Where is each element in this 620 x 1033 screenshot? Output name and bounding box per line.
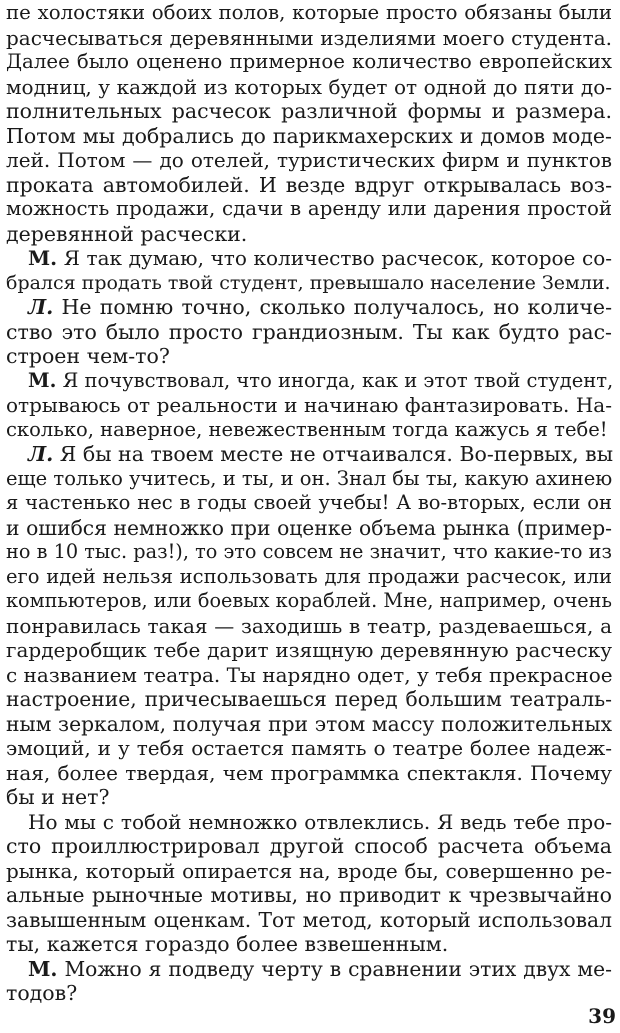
speaker-label: Л.	[28, 295, 54, 319]
dialogue-line	[28, 294, 612, 320]
dialogue-line	[28, 245, 612, 271]
text-line: модниц, у каждой из которых будет от одной до пяти до-	[6, 74, 612, 99]
text-line: альные рыночные мотивы, но приводит к чрезвычайно	[6, 883, 612, 907]
book-page	[6, 0, 612, 1033]
text-line: проката автомобилей. И везде вдруг открывалась воз-	[6, 172, 612, 197]
text-line: сто проиллюстрировал другой способ расчета объема	[6, 834, 612, 858]
text-line: можность продажи, сдачи в аренду или дарения простой	[6, 197, 612, 220]
text-line: настроение, причесываешься перед большим театраль-	[6, 687, 612, 711]
text-line: ты, кажется гораздо более взвешенным.	[6, 932, 449, 956]
text-line: его идей нельзя использовать для продажи расчесок, или	[6, 564, 612, 588]
dialogue-line	[28, 441, 612, 467]
text-line: ство это было просто грандиозным. Ты как будто рас-	[6, 319, 612, 344]
text-line: с названием театра. Ты нарядно одет, у тебя прекрасное	[6, 662, 613, 687]
text-line: лей. Потом — до отелей, туристических фирм и пунктов	[6, 148, 612, 172]
text-line: брался продать твой студент, превышало население Земли.	[6, 271, 611, 294]
text-line: деревянной расчески.	[6, 221, 248, 246]
speaker-label: М.	[28, 368, 57, 392]
text-line: я частенько нес в годы своей учебы! А во-вторых, если он	[6, 491, 612, 514]
text-line: полнительных расчесок различной формы и размера.	[6, 99, 612, 123]
text-line: и ошибся немножко при оценке объема рынка (пример-	[6, 515, 612, 540]
text-line: Потом мы добрались до парикмахерских и домов моде-	[6, 123, 612, 148]
text-line: пе холостяки обоих полов, которые просто обязаны были	[6, 1, 612, 24]
page-number: 39	[588, 1004, 616, 1028]
text-line: еще только учитесь, и ты, и он. Знал бы ты, какую ахинею	[6, 466, 613, 490]
text-line: завышенным оценкам. Тот метод, который использовал	[6, 907, 612, 932]
text-line: расчесываться деревянными изделиями моего студента.	[6, 25, 612, 50]
text-line: эмоций, и у тебя остается память о театре более надеж-	[6, 736, 612, 760]
dialogue-text: Я почувствовал, что иногда, как и этот твой студент,	[56, 368, 614, 392]
text-line: Но мы с тобой немножко отвлеклись. Я ведь тебе про-	[28, 809, 612, 834]
text-line: ным зеркалом, получая при этом массу положительных	[6, 711, 612, 736]
text-line: понравилась такая — заходишь в театр, раздеваешься, а	[6, 613, 612, 638]
speaker-label: М.	[28, 956, 58, 981]
dialogue-line	[28, 956, 612, 982]
text-line: отрываюсь от реальности и начинаю фантазировать. На-	[6, 393, 612, 417]
speaker-label: М.	[28, 246, 58, 270]
text-line: компьютеров, или боевых кораблей. Мне, например, очень	[6, 589, 612, 612]
dialogue-text: Можно я подведу черту в сравнении этих двух ме-	[57, 956, 612, 981]
text-line: тодов?	[6, 981, 78, 1005]
text-line: ная, более твердая, чем программка спектакля. Почему	[6, 760, 612, 785]
dialogue-line	[28, 368, 612, 394]
text-line: рынка, который опирается на, вроде бы, совершенно ре-	[6, 858, 612, 883]
text-line: Далее было оценено примерное количество европейских	[6, 50, 612, 73]
text-line: бы и нет?	[6, 785, 110, 809]
dialogue-text: Не помню точно, сколько получалось, но количе-	[53, 295, 612, 319]
text-line: строен чем-то?	[6, 344, 170, 368]
speaker-label: Л.	[28, 442, 54, 466]
text-line: но в 10 тыс. раз!), то это совсем не значит, что какие-то из	[6, 540, 612, 563]
dialogue-text: Я так думаю, что количество расчесок, которое со-	[57, 246, 612, 270]
text-line: гардеробщик тебе дарит изящную деревянную расческу	[6, 638, 612, 662]
dialogue-text: Я бы на твоем месте не отчаивался. Во-первых, вы	[53, 442, 614, 466]
text-line: сколько, наверное, невежественным тогда кажусь я тебе!	[6, 417, 608, 441]
